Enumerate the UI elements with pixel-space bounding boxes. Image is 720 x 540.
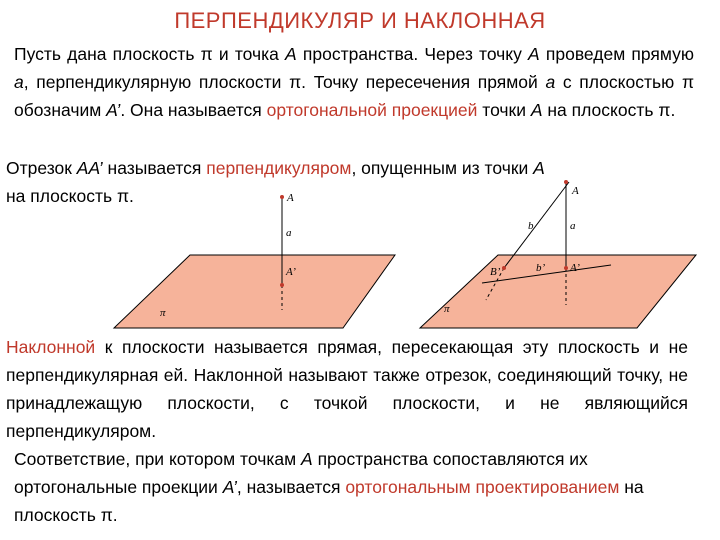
label-b: b (528, 220, 534, 232)
label-A-prime: A’ (570, 262, 580, 274)
point-label: А (533, 158, 545, 178)
pi-symbol: π (658, 100, 671, 120)
text: точки (477, 100, 531, 120)
text: , называется (236, 477, 346, 497)
term-orthogonal-projecting: ортогональным проектированием (345, 477, 620, 497)
line-label: а (545, 72, 556, 92)
text: к плоскости называется прямая, пересекающая эту плоскость и не перпендикулярная ей. Наклонной называют также отрезок, соединяющий точку, не принадлежащую плоскости, с точкой плоскости, и не являющийся перпендикуляром. (6, 337, 688, 441)
text: . (129, 186, 134, 206)
term-oblique: Наклонной (6, 337, 96, 357)
point-B-prime (502, 266, 506, 270)
label-A-prime: A’ (286, 266, 296, 278)
figure-oblique (420, 180, 696, 328)
text: пространства сопоставляются их ортогональные проекции (14, 449, 588, 497)
label-A: A (287, 192, 294, 204)
point-label: А (528, 44, 540, 64)
point-label: А (301, 449, 313, 469)
line-label: а (14, 72, 24, 92)
text: называется (102, 158, 207, 178)
text: . Она называется (120, 100, 267, 120)
text: пространства. Через точку (296, 44, 529, 64)
label-a: a (570, 220, 576, 232)
text: обозначим (14, 100, 107, 120)
label-B-prime: B’ (490, 266, 501, 278)
plane-pi (420, 255, 696, 328)
text: на плоскость (14, 477, 644, 525)
text: . Точку пересечения прямой (301, 72, 546, 92)
text: . (670, 100, 676, 120)
point-label: А (285, 44, 297, 64)
label-A: A (572, 185, 579, 197)
term-perpendicular: перпендикуляром (206, 158, 352, 178)
point-label: А’ (106, 100, 121, 120)
text: Соответствие, при котором точкам (14, 449, 302, 469)
pi-symbol: π (100, 505, 113, 525)
point-A-prime (564, 266, 568, 270)
text: , перпендикулярную плоскости (23, 72, 290, 92)
text: и точка (212, 44, 286, 64)
figure-perpendicular (114, 192, 395, 328)
point-label: А’ (222, 477, 237, 497)
label-b-prime: b’ (536, 262, 546, 274)
pi-symbol: π (116, 186, 130, 206)
text: на плоскость (542, 100, 659, 120)
label-a: a (286, 227, 292, 239)
point-A (564, 180, 568, 184)
pi-symbol: π (681, 72, 695, 92)
text: на плоскость (6, 186, 117, 206)
text: . (112, 505, 118, 525)
paragraph-oblique (6, 333, 688, 445)
text: Пусть дана плоскость (14, 44, 201, 64)
plane-pi (114, 255, 395, 328)
text: , опущенным из точки (351, 158, 534, 178)
pi-symbol: π (289, 72, 302, 92)
point-A (280, 195, 284, 199)
term-orthogonal-projection: ортогональной проекцией (266, 100, 478, 120)
text: Отрезок (6, 158, 77, 178)
pi-symbol: π (200, 44, 213, 64)
label-pi: π (444, 303, 450, 315)
page-title: ПЕРПЕНДИКУЛЯР И НАКЛОННАЯ (174, 8, 546, 33)
paragraph-orthogonal-projecting (14, 445, 714, 529)
segment-label: АА’ (76, 158, 103, 178)
point-label: А (530, 100, 543, 120)
text: проведем прямую (539, 44, 695, 64)
label-pi: π (160, 307, 166, 319)
point-A-prime (280, 283, 284, 287)
text: с плоскостью (555, 72, 682, 92)
